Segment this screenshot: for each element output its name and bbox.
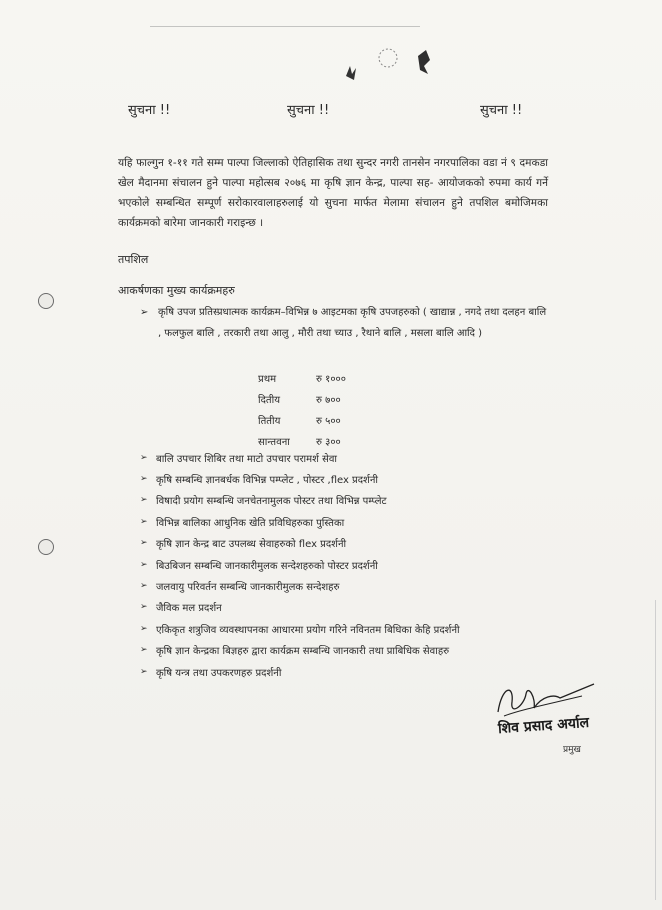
arrow-bullet-icon: ➢ [140,538,148,549]
signatory-title: प्रमुख [563,745,581,755]
prize-label: सान्तवना [258,436,290,448]
arrow-bullet-icon: ➢ [140,516,148,527]
top-rule [150,26,420,27]
list-item-text: जैविक मल प्रदर्शन [156,603,222,615]
punch-hole-top [38,293,54,309]
list-item-text: विभिन्न बालिका आधुनिक खेति प्रविधिहरुका पुस्तिका [156,517,345,529]
prize-row [258,367,346,388]
arrow-bullet-icon: ➢ [140,559,148,570]
list-item [140,490,460,511]
arrow-bullet-icon: ➢ [140,623,148,634]
list-item [140,468,460,489]
notice-paragraph: यहि फाल्गुन १-११ गते सम्म पाल्पा जिल्लाको ऐतिहासिक तथा सुन्दर नगरी तानसेन नगरपालिका वडा नं ९ दमकडा खेल मैदानमा संचालन हुने पाल्पा महोत्सब २०७६ मा कृषि ज्ञान केन्द्र, पाल्पा सह- आयोजकको रुपमा कार्य गर्ने भएकोले सम्बन्धित सम्पूर्ण सरोकारवालाहरुलाई यो सुचना मार्फत मेलामा संचालन हुने तपशिल बमोजिमका कार्यक्रमको बारेमा जानकारी गराइन्छ । [118,157,548,229]
list-item-text: कृषि ज्ञान केन्द्र बाट उपलब्ध सेवाहरुको flex प्रदर्शनी [156,539,347,551]
list-item [140,447,460,468]
signatory-name: शिव प्रसाद अर्याल [497,714,590,738]
prize-label: दितीय [258,394,280,406]
list-item-text: एकिकृत शत्रुजिव व्यवस्थापनका आधारमा प्रयोग गरिने नविनतम बिधिका केहि प्रदर्शनी [156,624,460,636]
page-edge-line [655,600,656,900]
punch-hole-bottom [38,539,54,555]
arrow-bullet-icon: ➢ [140,474,148,485]
tapasil-heading: तपशिल [118,253,149,266]
list-item [140,575,460,596]
prize-amount: रु ३०० [316,436,341,448]
emblem-stamp-icon [338,46,438,94]
program-list [140,447,460,682]
prize-amount: रु १००० [316,373,346,385]
list-item [140,661,460,682]
list-item-text: विषादी प्रयोग सम्बन्धि जनचेतनामुलक पोस्टर तथा विभिन्न पम्प्लेट [156,496,387,508]
list-item-text: कृषि यन्त्र तथा उपकरणहरु प्रदर्शनी [156,667,282,679]
main-programs-heading: आकर्षणका मुख्य कार्यक्रमहरु [118,284,235,297]
prize-label: तितीय [258,415,281,427]
arrow-bullet-icon: ➢ [140,602,148,613]
prize-amount: रु ७०० [316,394,341,406]
arrow-bullet-icon: ➢ [140,307,149,318]
notice-heading-left: सुचना !! [128,103,171,118]
arrow-bullet-icon: ➢ [140,581,148,592]
notice-heading-right: सुचना !! [480,103,523,118]
list-item-text: बालि उपचार शिबिर तथा माटो उपचार परामर्श सेवा [156,453,338,465]
prize-row [258,409,346,430]
list-item [140,597,460,618]
list-item [140,640,460,661]
competition-item-text: कृषि उपज प्रतिस्प्रधात्मक कार्यक्रम–विभिन्न ७ आइटमका कृषि उपजहरुको ( खाद्यान्न , नगदे तथा दलहन बालि , फलफुल बालि , तरकारी तथा आलु , मौरी तथा च्याउ , रैथाने बालि , मसला बालि आदि ) [158,307,547,339]
list-item [140,511,460,532]
prize-list [258,367,346,451]
list-item-text: बिउबिजन सम्बन्धि जानकारीमुलक सन्देशहरुको पोस्टर प्रदर्शनी [156,560,378,572]
arrow-bullet-icon: ➢ [140,452,148,463]
list-item-text: जलवायु परिवर्तन सम्बन्धि जानकारीमुलक सन्देशहरु [156,582,340,594]
prize-label: प्रथम [258,373,277,385]
arrow-bullet-icon: ➢ [140,645,148,656]
list-item [140,618,460,639]
arrow-bullet-icon: ➢ [140,666,148,677]
list-item-text: कृषि सम्बन्धि ज्ञानबर्धक विभिन्न पम्प्लेट , पोस्टर ,flex प्रदर्शनी [156,475,379,487]
list-item-text: कृषि ज्ञान केन्द्रका बिज्ञहरु द्वारा कार्यक्रम सम्बन्धि जानकारी तथा प्राबिधिक सेवाहरु [156,646,450,658]
prize-row [258,388,346,409]
prize-amount: रु ५०० [316,415,341,427]
list-item [140,554,460,575]
arrow-bullet-icon: ➢ [140,495,148,506]
competition-item [140,302,550,344]
notice-heading-center: सुचना !! [287,103,330,118]
list-item [140,533,460,554]
